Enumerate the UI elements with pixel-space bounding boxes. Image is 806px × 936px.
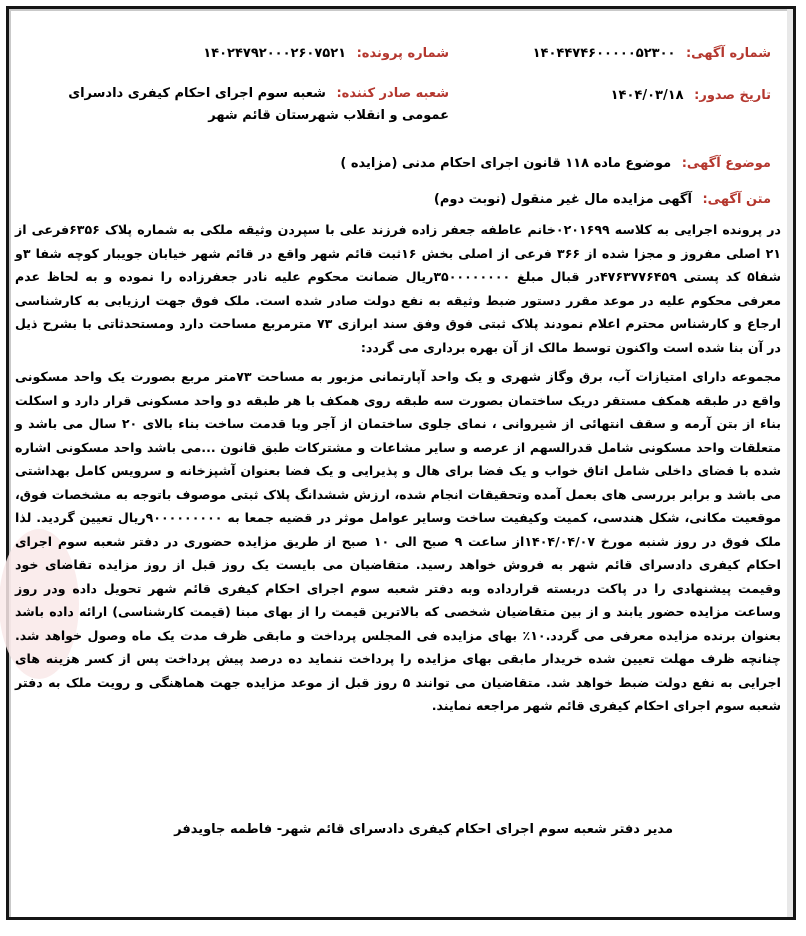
notice-number-value: ۱۴۰۴۴۷۴۶۰۰۰۰۰۵۲۳۰۰: [532, 46, 676, 61]
case-number-label: شماره پرونده:: [356, 46, 449, 61]
signature-line: مدیر دفتر شعبه سوم اجرای احکام کیفری دادسرای قائم شهر- فاطمه جاویدفر: [174, 822, 673, 837]
subject-value: موضوع ماده ۱۱۸ قانون اجرای احکام مدنی (مزایده ): [340, 156, 672, 171]
subject-label: موضوع آگهی:: [681, 156, 771, 171]
notice-page: [6, 6, 796, 920]
body-paragraph-2: مجموعه دارای امتیازات آب، برق وگاز شهری و یک واحد آپارتمانی مزبور به مساحت ۷۳متر مربع بصورت یک واحد مسکونی واقع در طبقه همکف مستقر دریک ساختمان بصورت سه طبقه روی همکف با هر طبقه دو واحد مسکونی قرار دارد و اسکلت بناء از بتن آرمه و سقف انتهائی از شیروانی ، نمای جلوی ساختمان از آجر وبا قدمت ساخت بناء بالای ۲۰ سال می باشد و متعلقات واحد مسکونی شامل قدرالسهم از عرصه و سایر مشاعات و مشترکات طبق قانون ...می باشد واحد مسکونی اشاره شده با فضای داخلی شامل اتاق خواب و یک فضا برای هال و پذیرایی و یک فضا بعنوان آشپزخانه و سرویس کامل بهداشتی می باشد و برابر بررسی های بعمل آمده وتحقیقات انجام شده، ارزش ششدانگ پلاک ثبتی موصوف باتوجه به مشخصات فوق، موقعیت مکانی، شکل هندسی، کمیت وکیفیت ساخت وسایر عوامل موثر در قضیه جمعا به ۹۰۰۰۰۰۰۰۰۰ریال تعیین گردید. لذا ملک فوق در روز شنبه مورخ ۱۴۰۴/۰۴/۰۷از ساعت ۹ صبح الی ۱۰ صبح از طریق مزایده حضوری در دفتر شعبه سوم اجرای احکام کیفری دادسرای قائم شهر به فروش خواهد رسید. متقاضیان می بایست یک روز قبل از روز مزایده تقاضای خود وقیمت پیشنهادی را در پاکت دربسته قرارداده وبه دفتر شعبه سوم اجرای احکام کیفری قائم شهر تحویل داده ودر روز وساعت مزایده حضور یابند و از بین متقاضیان شخصی که بالاترین قیمت را از بهای مبنا (قیمت کارشناسی) ارائه داده باشد بعنوان برنده مزایده معرفی می گردد.۱۰٪ بهای مزایده فی المجلس پرداخت و مابقی ظرف مدت یک ماه وصول خواهد شد. چنانچه ظرف مهلت تعیین شده خریدار مابقی بهای مزایده را پرداخت ننماید ده درصد پیش پرداخت پس از کسر هزینه های اجرایی به نفع دولت ضبط خواهد شد. متقاضیان می توانند ۵ روز قبل از موعد مزایده جهت هماهنگی و رویت ملک به دفتر شعبه سوم اجرای احکام کیفری قائم شهر مراجعه نمایند.: [15, 369, 782, 713]
issuer-label: شعبه صادر کننده:: [336, 86, 449, 101]
case-number-field: [203, 43, 449, 65]
text-title-field: [434, 189, 771, 211]
issuer-field: [29, 83, 449, 127]
issue-date-field: [611, 85, 771, 107]
subject-field: [340, 153, 771, 175]
text-title-label: متن آگهی:: [702, 192, 771, 207]
notice-number-label: شماره آگهی:: [685, 46, 771, 61]
notice-body: [15, 218, 781, 724]
text-title-value: آگهی مزایده مال غیر منقول (نوبت دوم): [433, 192, 692, 207]
issue-date-label: تاریخ صدور:: [694, 88, 771, 103]
case-number-value: ۱۴۰۲۴۷۹۲۰۰۰۲۶۰۷۵۲۱: [203, 46, 347, 61]
issue-date-value: ۱۴۰۴/۰۳/۱۸: [610, 88, 684, 103]
body-paragraph-1: در پرونده اجرایی به کلاسه ۰۲۰۱۶۹۹خانم عاطفه جعفر زاده فرزند علی با سپردن وثیقه ملکی به شماره پلاک ۶۳۵۶فرعی از ۲۱ اصلی مفروز و مجزا شده از ۳۶۶ فرعی از اصلی بخش ۱۶ثبت قائم شهر واقع در قائم شهر خیابان جویبار کوچه شفا ۳و شفا۵ کد پستی ۴۷۶۳۷۷۶۴۵۹در قبال مبلغ ۳۵۰۰۰۰۰۰۰۰ریال ضمانت محکوم علیه نادر جعفرزاده را نموده و به لحاظ عدم معرفی محکوم علیه در موعد مقرر دستور ضبط وثیقه به نفع دولت صادر شده است. ملک فوق جهت ارزیابی به کارشناسی ارجاع و کارشناس محترم اعلام نمودند پلاک ثبتی فوق وفق سند ابرازی ۷۳ مترمربع مساحت دارد ومستحدثاتی با بشرح ذیل در آن بنا شده است واکنون توسط مالک از آن بهره برداری می گردد:: [15, 222, 782, 355]
right-shadow: [787, 9, 793, 917]
issuer-value: شعبه سوم اجرای احکام کیفری دادسرای عمومی و انقلاب شهرستان قائم شهر: [68, 86, 449, 123]
notice-number-field: [533, 43, 771, 65]
